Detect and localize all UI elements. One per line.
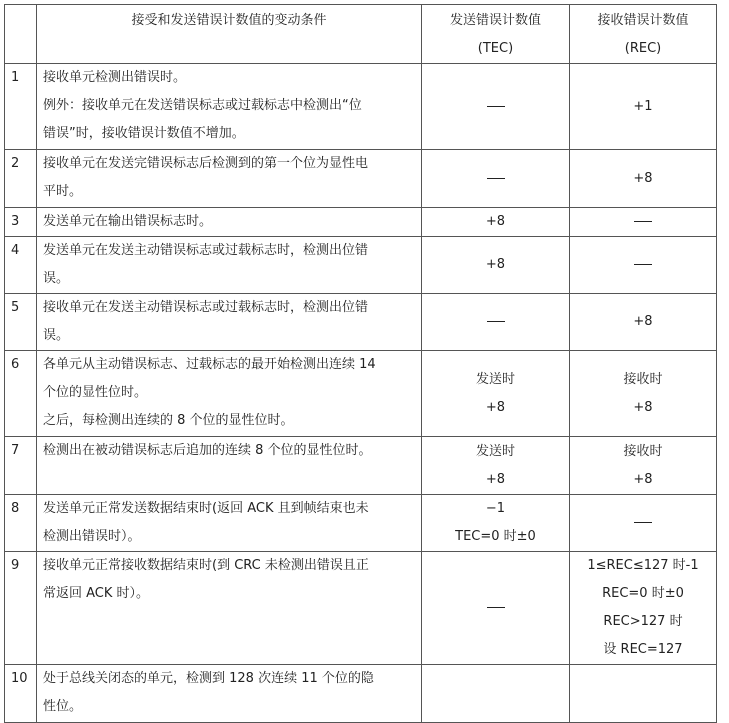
- table-row: [5, 237, 717, 294]
- tec-cell: [422, 665, 570, 723]
- row-number: 6: [5, 351, 37, 437]
- header-tec: [422, 5, 570, 64]
- condition-cell: [37, 351, 422, 437]
- rec-value-line: +1: [633, 98, 653, 114]
- condition-line: 处于总线关闭态的单元，检测到 128 次连续 11 个位的隐: [43, 671, 374, 686]
- condition-cell: [37, 64, 422, 150]
- row-number: 8: [5, 495, 37, 552]
- table-row: [5, 208, 717, 237]
- condition-cell: [37, 437, 422, 495]
- dash-mark: [487, 321, 505, 322]
- condition-line: 接收单元在发送完错误标志后检测到的第一个位为显性电: [43, 156, 369, 171]
- rec-cell: [570, 294, 717, 351]
- rec-cell: [570, 208, 717, 237]
- tec-cell: [422, 437, 570, 495]
- dash-mark: [634, 522, 652, 523]
- header-condition: 接受和发送错误计数值的变动条件: [37, 5, 422, 64]
- dash-mark: [487, 607, 505, 608]
- condition-line: 检测出错误时）。: [43, 529, 141, 544]
- condition-cell: [37, 150, 422, 208]
- row-number: 3: [5, 208, 37, 237]
- dash-mark: [487, 106, 505, 107]
- rec-value-line: REC=0 时±0: [602, 586, 684, 601]
- table-row: [5, 437, 717, 495]
- header-rec-line2: (REC): [624, 41, 662, 56]
- condition-line: 发送单元在输出错误标志时。: [43, 214, 213, 229]
- header-num: [5, 5, 37, 64]
- tec-value-line: −1: [485, 501, 506, 516]
- tec-cell: [422, 552, 570, 665]
- tec-cell: [422, 351, 570, 437]
- rec-cell: [570, 237, 717, 294]
- row-number: 5: [5, 294, 37, 351]
- error-counter-table: [4, 4, 717, 723]
- rec-cell: [570, 64, 717, 150]
- dash-mark: [634, 221, 652, 222]
- condition-line: 接收单元在发送主动错误标志或过载标志时，检测出位错: [43, 300, 369, 315]
- row-number: 10: [5, 665, 37, 723]
- condition-line: 接收单元正常接收数据结束时(到 CRC 未检测出错误且正: [43, 558, 369, 573]
- tec-value-line: +8: [485, 257, 506, 272]
- condition-line: 误。: [43, 271, 70, 286]
- header-row: [5, 5, 717, 64]
- condition-line: 错误”时，接收错误计数值不增加。: [43, 126, 245, 141]
- rec-value-line: +8: [633, 314, 653, 329]
- condition-line: 例外：接收单元在发送错误标志或过载标志中检测出“位: [43, 98, 362, 113]
- tec-cell: [422, 150, 570, 208]
- condition-line: 发送单元正常发送数据结束时(返回 ACK 且到帧结束也未: [43, 501, 369, 516]
- tec-cell: [422, 64, 570, 150]
- condition-line: 常返回 ACK 时）。: [43, 586, 150, 601]
- dash-mark: [634, 264, 652, 265]
- table-row: [5, 351, 717, 437]
- row-number: 9: [5, 552, 37, 665]
- tec-value-line: TEC=0 时±0: [455, 529, 536, 544]
- header-rec-line1: 接收错误计数值: [597, 13, 689, 28]
- rec-cell: [570, 552, 717, 665]
- header-tec-line1: 发送错误计数值: [449, 13, 541, 28]
- table-row: [5, 552, 717, 665]
- condition-line: 性位。: [43, 699, 83, 714]
- condition-cell: [37, 237, 422, 294]
- tec-value-line: +8: [485, 471, 506, 487]
- rec-value-line: +8: [633, 399, 653, 415]
- tec-value-line: 发送时: [475, 371, 515, 387]
- condition-line: 之后，每检测出连续的 8 个位的显性位时。: [43, 413, 294, 428]
- row-number: 1: [5, 64, 37, 150]
- tec-cell: [422, 208, 570, 237]
- table-row: [5, 294, 717, 351]
- rec-value-line: 1≤REC≤127 时-1: [587, 558, 699, 573]
- tec-cell: [422, 294, 570, 351]
- header-rec: [570, 5, 717, 64]
- table-row: [5, 495, 717, 552]
- condition-line: 接收单元检测出错误时。: [43, 70, 187, 85]
- condition-cell: [37, 665, 422, 723]
- row-number: 7: [5, 437, 37, 495]
- header-tec-line2: (TEC): [477, 41, 514, 56]
- dash-mark: [487, 178, 505, 179]
- rec-cell: [570, 495, 717, 552]
- rec-value-line: 接收时: [623, 371, 663, 387]
- rec-cell: [570, 351, 717, 437]
- condition-line: 各单元从主动错误标志、过载标志的最开始检测出连续 14: [43, 357, 376, 372]
- condition-cell: [37, 294, 422, 351]
- tec-value-line: +8: [485, 214, 506, 229]
- row-number: 2: [5, 150, 37, 208]
- condition-cell: [37, 552, 422, 665]
- table-row: [5, 150, 717, 208]
- condition-line: 检测出在被动错误标志后追加的连续 8 个位的显性位时。: [43, 443, 372, 458]
- tec-cell: [422, 237, 570, 294]
- condition-line: 个位的显性位时。: [43, 385, 148, 400]
- rec-value-line: +8: [633, 170, 653, 186]
- condition-line: 平时。: [43, 184, 83, 199]
- condition-line: 发送单元在发送主动错误标志或过载标志时，检测出位错: [43, 243, 369, 258]
- rec-cell: [570, 150, 717, 208]
- rec-cell: [570, 437, 717, 495]
- tec-cell: [422, 495, 570, 552]
- tec-value-line: +8: [485, 399, 506, 415]
- condition-cell: [37, 208, 422, 237]
- rec-value-line: 设 REC=127: [603, 642, 683, 657]
- tec-value-line: 发送时: [475, 443, 515, 459]
- rec-value-line: +8: [633, 471, 653, 487]
- condition-line: 误。: [43, 328, 70, 343]
- rec-cell: [570, 665, 717, 723]
- rec-value-line: 接收时: [623, 443, 663, 459]
- rec-value-line: REC>127 时: [603, 614, 683, 629]
- table-row: [5, 64, 717, 150]
- condition-cell: [37, 495, 422, 552]
- row-number: 4: [5, 237, 37, 294]
- table-row: [5, 665, 717, 723]
